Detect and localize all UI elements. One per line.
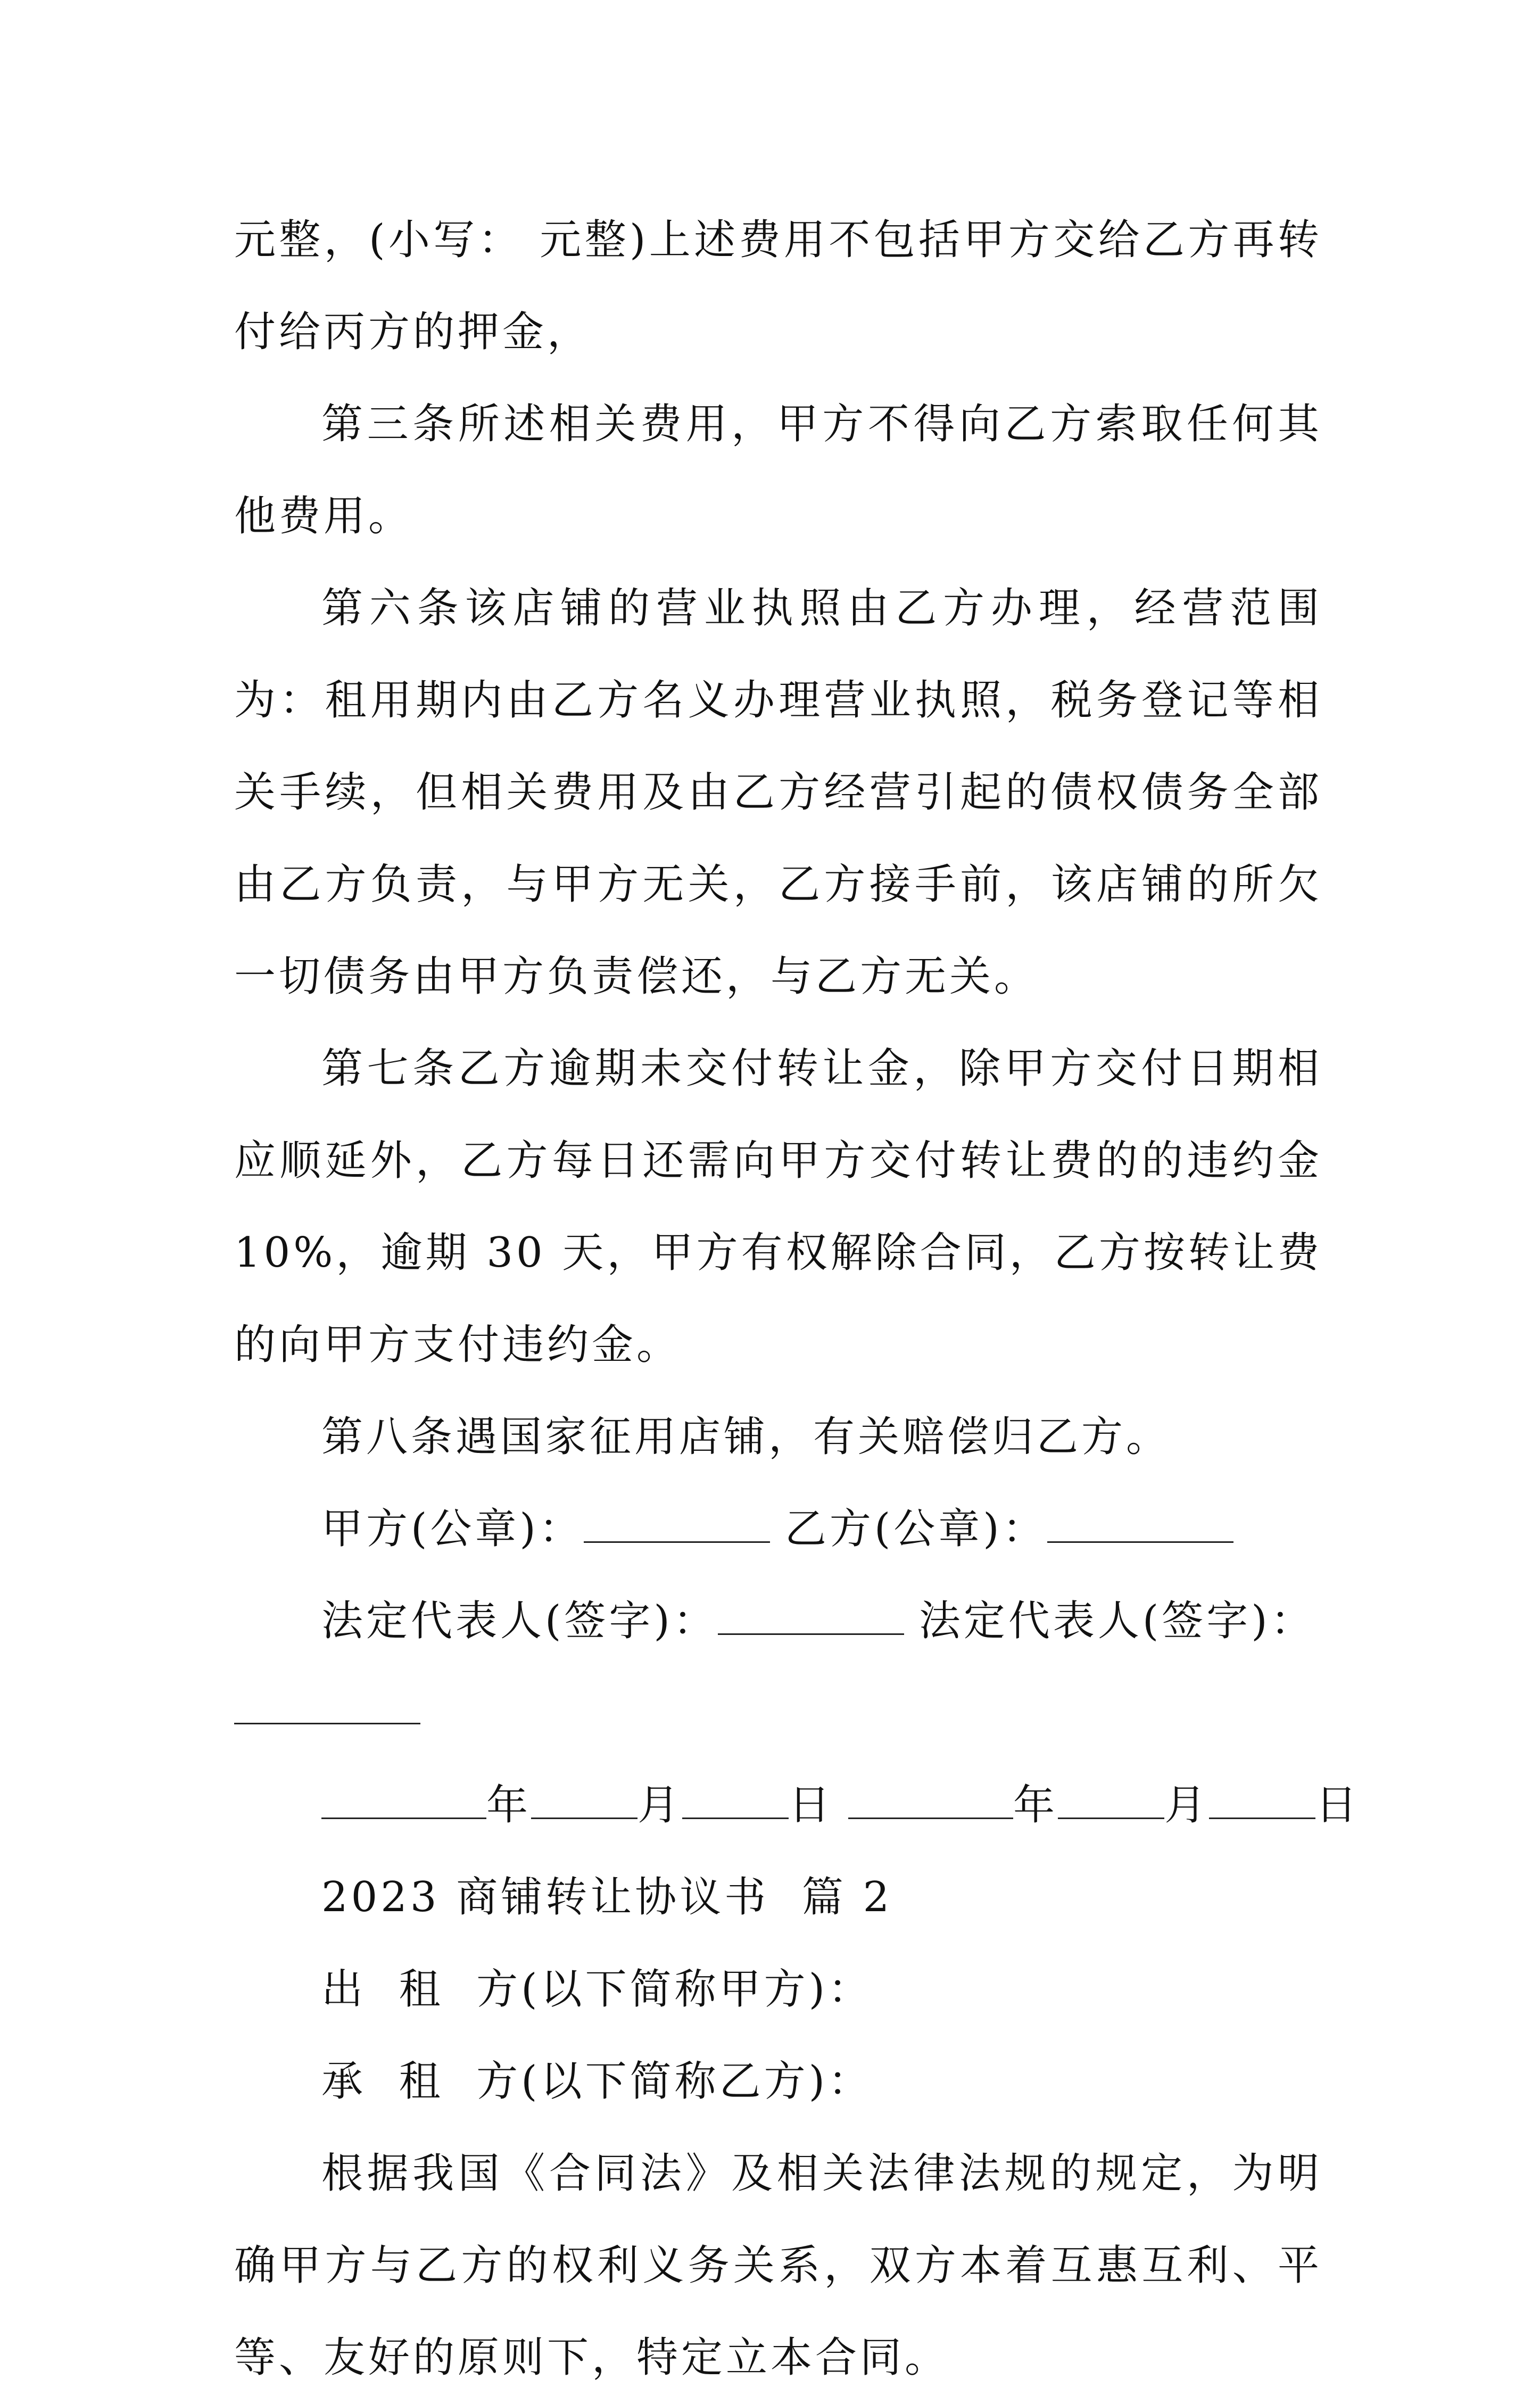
date-a-year-blank	[321, 1783, 486, 1819]
document-body	[234, 194, 1361, 2404]
rep-b-blank	[234, 1689, 420, 1724]
paragraph-article-7-penalty: 第七条乙方逾期未交付转让金，除甲方交付日期相应顺延外，乙方每日还需向甲方交付转让费的的违约金 10%，逾期 30 天，甲方有权解除合同，乙方按转让费的向甲方支付违约金。	[234, 1045, 1322, 1369]
rep-b-label: 法定代表人(签字)：	[918, 1597, 1315, 1645]
section-2-title: 2023 商铺转让协议书 篇 2	[321, 1873, 893, 1921]
paragraph-fee-continuation: 元整，(小写： 元整)上述费用不包括甲方交给乙方再转付给丙方的押金，	[234, 216, 1322, 356]
rep-a-label: 法定代表人(签字)：	[321, 1597, 718, 1645]
lessor-line: 出 租 方(以下简称甲方)：	[321, 1965, 873, 2013]
representative-line	[234, 1575, 1322, 1667]
date-b-month-blank	[1058, 1783, 1164, 1819]
date-b-day-label: 日	[1315, 1781, 1361, 1829]
paragraph-article-8-requisition: 第八条遇国家征用店铺，有关赔偿归乙方。	[321, 1413, 1171, 1461]
paragraph-article-3-fees: 第三条所述相关费用，甲方不得向乙方索取任何其他费用。	[234, 400, 1322, 540]
date-a-month-blank	[531, 1783, 637, 1819]
date-b-year-blank	[848, 1783, 1013, 1819]
date-a-day-blank	[682, 1783, 789, 1819]
party-a-seal-label: 甲方(公章)：	[321, 1505, 584, 1553]
party-b-seal-label: 乙方(公章)：	[784, 1505, 1047, 1553]
date-a-month-label: 月	[637, 1781, 683, 1829]
paragraph-article-6-license: 第六条该店铺的营业执照由乙方办理，经营范围为：租用期内由乙方名义办理营业执照，税务登记等相关手续，但相关费用及由乙方经营引起的债权债务全部由乙方负责，与甲方无关，乙方接手前，该店铺的所欠一切债务由甲方负责偿还，与乙方无关。	[234, 584, 1322, 1001]
lessee-line: 承 租 方(以下简称乙方)：	[321, 2058, 873, 2105]
date-line	[234, 1759, 1361, 1852]
rep-b-blank-row	[234, 1667, 1322, 1759]
paragraph-intro: 根据我国《合同法》及相关法律法规的规定，为明确甲方与乙方的权利义务关系，双方本着互惠互利、平等、友好的原则下，特定立本合同。	[234, 2150, 1322, 2382]
party-b-seal-blank	[1047, 1507, 1233, 1543]
date-a-day-label: 日	[789, 1781, 834, 1829]
rep-a-blank	[718, 1599, 904, 1635]
date-b-month-label: 月	[1164, 1781, 1210, 1829]
seal-line	[234, 1483, 1322, 1575]
party-a-seal-blank	[584, 1507, 770, 1543]
date-b-year-label: 年	[1013, 1781, 1058, 1829]
date-b-day-blank	[1209, 1783, 1315, 1819]
date-a-year-label: 年	[486, 1781, 532, 1829]
